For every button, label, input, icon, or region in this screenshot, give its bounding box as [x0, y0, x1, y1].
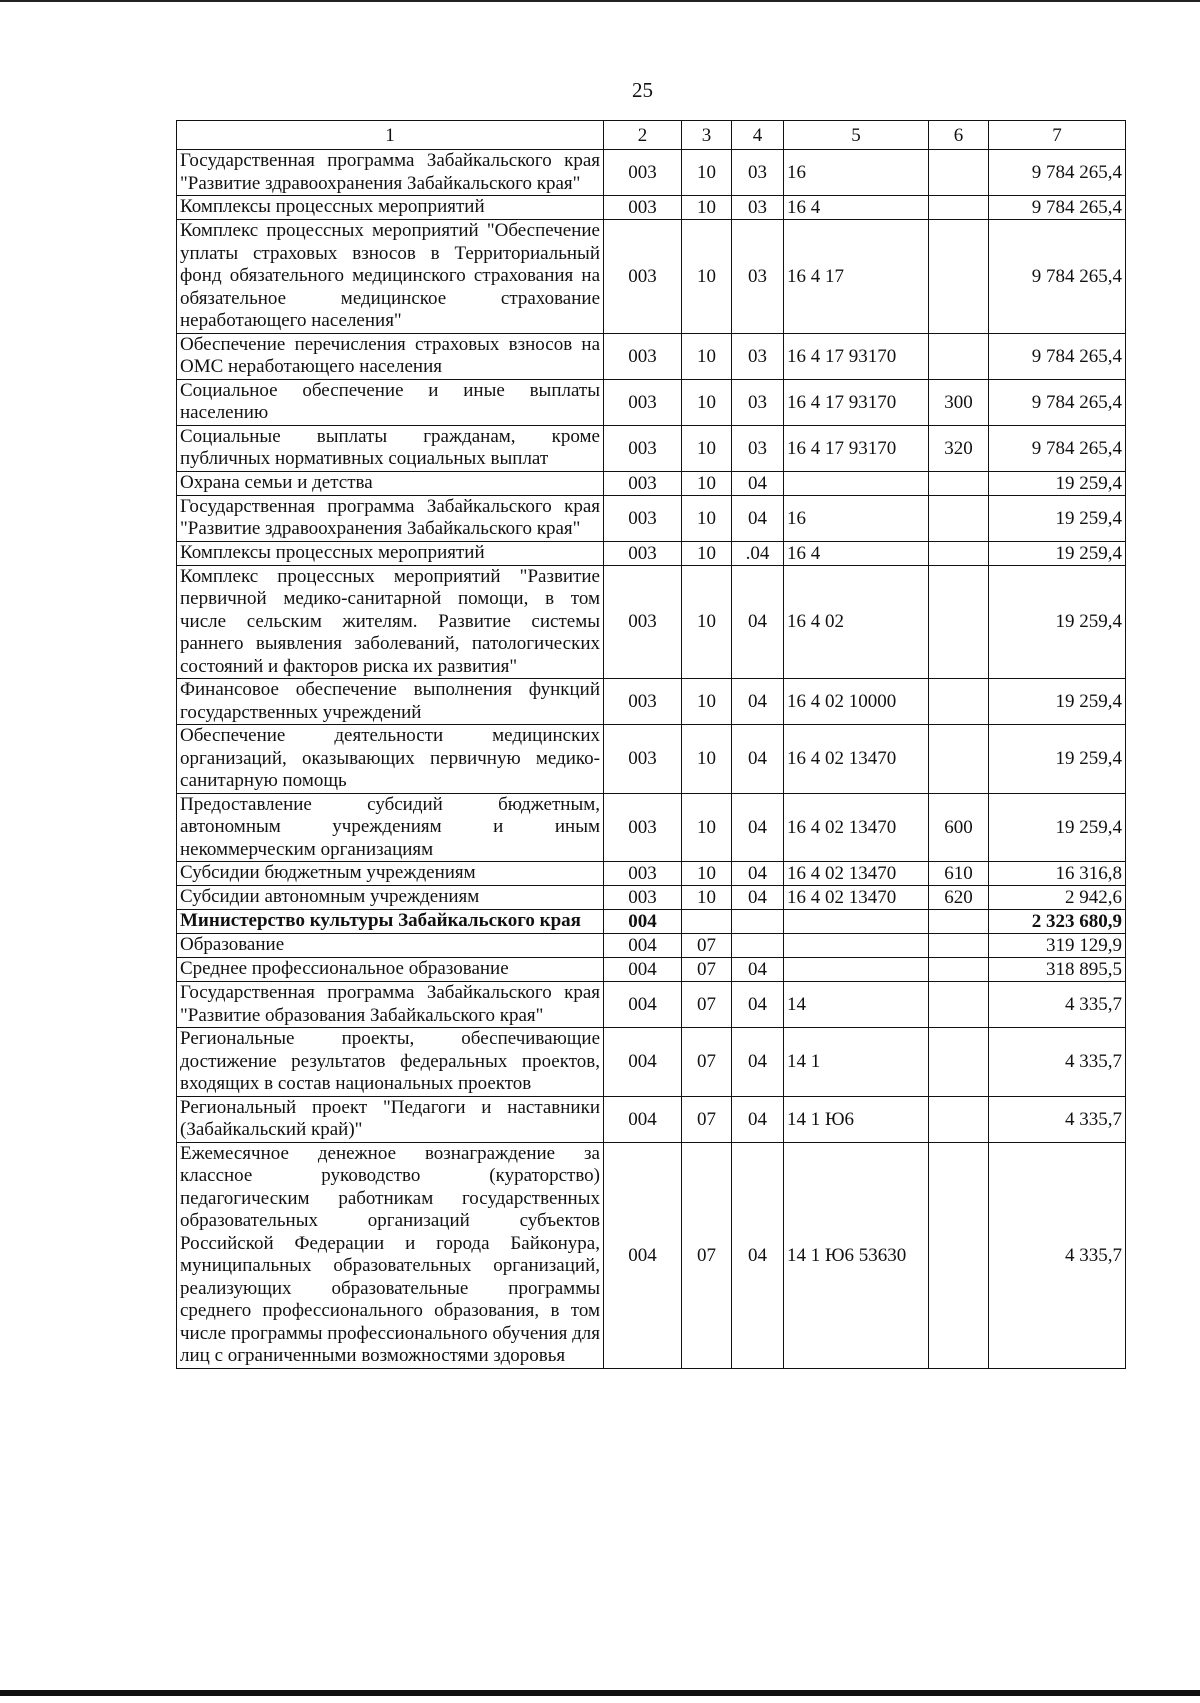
table-row [177, 1142, 1126, 1368]
row-ministry-code-cell: 003 [604, 679, 682, 725]
column-header: 7 [989, 121, 1126, 150]
row-subsection-cell: 03 [732, 196, 784, 220]
row-ministry-code-cell: 004 [604, 934, 682, 958]
row-expense-type-cell [929, 1142, 989, 1368]
row-expense-type-cell [929, 725, 989, 794]
row-amount-cell: 19 259,4 [989, 725, 1126, 794]
row-ministry-code-cell: 004 [604, 1096, 682, 1142]
row-name-cell: Государственная программа Забайкальского края "Развитие здравоохранения Забайкальского края" [177, 150, 604, 196]
row-amount-cell: 9 784 265,4 [989, 425, 1126, 471]
table-row [177, 1096, 1126, 1142]
row-target-article-cell: 16 4 17 93170 [784, 379, 929, 425]
row-subsection-cell: 04 [732, 495, 784, 541]
row-subsection-cell: 04 [732, 982, 784, 1028]
row-section-cell: 10 [682, 541, 732, 565]
row-target-article-cell: 16 4 02 13470 [784, 793, 929, 862]
row-ministry-code-cell: 004 [604, 910, 682, 934]
row-name-cell: Министерство культуры Забайкальского края [177, 910, 604, 934]
table-row [177, 495, 1126, 541]
row-section-cell: 07 [682, 1142, 732, 1368]
row-name-cell: Обеспечение деятельности медицинских организаций, оказывающих первичную медико-санитарную помощь [177, 725, 604, 794]
row-subsection-cell: 04 [732, 725, 784, 794]
row-target-article-cell: 16 4 17 93170 [784, 333, 929, 379]
row-target-article-cell [784, 934, 929, 958]
row-subsection-cell: 03 [732, 425, 784, 471]
row-subsection-cell: 03 [732, 333, 784, 379]
row-subsection-cell: 04 [732, 886, 784, 910]
row-target-article-cell: 16 4 [784, 541, 929, 565]
row-ministry-code-cell: 003 [604, 333, 682, 379]
column-header: 5 [784, 121, 929, 150]
row-name-cell: Социальное обеспечение и иные выплаты населению [177, 379, 604, 425]
table-row [177, 150, 1126, 196]
row-subsection-cell: 04 [732, 862, 784, 886]
row-amount-cell: 9 784 265,4 [989, 333, 1126, 379]
row-section-cell: 10 [682, 150, 732, 196]
row-section-cell: 10 [682, 679, 732, 725]
row-ministry-code-cell: 003 [604, 196, 682, 220]
row-expense-type-cell [929, 495, 989, 541]
row-amount-cell: 2 323 680,9 [989, 910, 1126, 934]
row-subsection-cell: 04 [732, 1142, 784, 1368]
row-amount-cell: 318 895,5 [989, 958, 1126, 982]
row-ministry-code-cell: 003 [604, 565, 682, 679]
top-edge-rule [0, 0, 1200, 2]
table-row [177, 982, 1126, 1028]
row-expense-type-cell: 600 [929, 793, 989, 862]
row-name-cell: Субсидии бюджетным учреждениям [177, 862, 604, 886]
row-section-cell: 07 [682, 1096, 732, 1142]
row-name-cell: Комплекс процессных мероприятий "Развитие первичной медико-санитарной помощи, в том числе сельским жителям. Развитие системы раннего выявления заболеваний, патологических состояний и факторов риска их развития" [177, 565, 604, 679]
row-target-article-cell [784, 910, 929, 934]
row-amount-cell: 9 784 265,4 [989, 196, 1126, 220]
row-name-cell: Ежемесячное денежное вознаграждение за классное руководство (кураторство) педагогическим работникам государственных образовательных организаций субъектов Российской Федерации и города Байконура, муниципальных образовательных организаций, реализующих образовательные программы среднего профессионального образования, в том числе программы профессионального обучения для лиц с ограниченными возможностями здоровья [177, 1142, 604, 1368]
row-amount-cell: 19 259,4 [989, 471, 1126, 495]
row-section-cell: 07 [682, 1028, 732, 1097]
row-expense-type-cell: 320 [929, 425, 989, 471]
row-name-cell: Комплексы процессных мероприятий [177, 541, 604, 565]
column-header: 1 [177, 121, 604, 150]
row-amount-cell: 4 335,7 [989, 1096, 1126, 1142]
table-row [177, 541, 1126, 565]
row-name-cell: Обеспечение перечисления страховых взносов на ОМС неработающего населения [177, 333, 604, 379]
row-section-cell: 10 [682, 565, 732, 679]
row-amount-cell: 9 784 265,4 [989, 220, 1126, 334]
row-ministry-code-cell: 003 [604, 541, 682, 565]
row-target-article-cell: 16 4 02 13470 [784, 886, 929, 910]
row-target-article-cell: 16 4 02 [784, 565, 929, 679]
row-expense-type-cell: 620 [929, 886, 989, 910]
row-amount-cell: 9 784 265,4 [989, 150, 1126, 196]
row-ministry-code-cell: 003 [604, 150, 682, 196]
row-expense-type-cell [929, 910, 989, 934]
row-section-cell: 10 [682, 862, 732, 886]
row-expense-type-cell [929, 1028, 989, 1097]
row-target-article-cell: 16 4 02 13470 [784, 725, 929, 794]
row-ministry-code-cell: 004 [604, 1142, 682, 1368]
column-header: 2 [604, 121, 682, 150]
row-amount-cell: 9 784 265,4 [989, 379, 1126, 425]
table-row [177, 910, 1126, 934]
row-subsection-cell: 03 [732, 150, 784, 196]
table-header-row [177, 121, 1126, 150]
row-subsection-cell: .04 [732, 541, 784, 565]
table-row [177, 196, 1126, 220]
row-subsection-cell: 04 [732, 958, 784, 982]
row-ministry-code-cell: 003 [604, 471, 682, 495]
budget-table [176, 120, 1126, 1369]
column-header: 3 [682, 121, 732, 150]
row-name-cell: Предоставление субсидий бюджетным, автономным учреждениям и иным некоммерческим организациям [177, 793, 604, 862]
row-amount-cell: 19 259,4 [989, 679, 1126, 725]
table-row [177, 565, 1126, 679]
row-section-cell: 10 [682, 333, 732, 379]
row-subsection-cell: 04 [732, 1028, 784, 1097]
row-amount-cell: 16 316,8 [989, 862, 1126, 886]
page-number: 25 [632, 78, 653, 102]
row-expense-type-cell [929, 679, 989, 725]
row-name-cell: Региональные проекты, обеспечивающие достижение результатов федеральных проектов, входящих в состав национальных проектов [177, 1028, 604, 1097]
row-amount-cell: 4 335,7 [989, 1028, 1126, 1097]
row-amount-cell: 319 129,9 [989, 934, 1126, 958]
row-expense-type-cell: 610 [929, 862, 989, 886]
table-row [177, 679, 1126, 725]
row-expense-type-cell [929, 333, 989, 379]
row-ministry-code-cell: 003 [604, 886, 682, 910]
bottom-edge-rule [0, 1690, 1200, 1696]
table-row [177, 220, 1126, 334]
row-amount-cell: 19 259,4 [989, 495, 1126, 541]
row-amount-cell: 4 335,7 [989, 982, 1126, 1028]
row-amount-cell: 4 335,7 [989, 1142, 1126, 1368]
row-expense-type-cell [929, 471, 989, 495]
table-row [177, 425, 1126, 471]
row-section-cell: 07 [682, 934, 732, 958]
row-ministry-code-cell: 004 [604, 982, 682, 1028]
row-expense-type-cell [929, 982, 989, 1028]
table-row [177, 862, 1126, 886]
row-section-cell: 10 [682, 793, 732, 862]
row-name-cell: Среднее профессиональное образование [177, 958, 604, 982]
row-section-cell: 10 [682, 886, 732, 910]
row-target-article-cell: 14 1 Ю6 [784, 1096, 929, 1142]
row-name-cell: Образование [177, 934, 604, 958]
row-section-cell: 10 [682, 196, 732, 220]
row-name-cell: Финансовое обеспечение выполнения функций государственных учреждений [177, 679, 604, 725]
row-subsection-cell: 04 [732, 679, 784, 725]
row-expense-type-cell [929, 541, 989, 565]
row-section-cell [682, 910, 732, 934]
row-section-cell: 07 [682, 982, 732, 1028]
table-row [177, 471, 1126, 495]
row-name-cell: Комплекс процессных мероприятий "Обеспечение уплаты страховых взносов в Территориальный фонд обязательного медицинского страхования на обязательное медицинское страхование неработающего населения" [177, 220, 604, 334]
table-row [177, 725, 1126, 794]
row-section-cell: 10 [682, 379, 732, 425]
row-section-cell: 10 [682, 495, 732, 541]
row-subsection-cell: 04 [732, 471, 784, 495]
row-expense-type-cell [929, 220, 989, 334]
row-target-article-cell: 16 [784, 495, 929, 541]
column-header: 6 [929, 121, 989, 150]
row-expense-type-cell [929, 934, 989, 958]
row-expense-type-cell [929, 958, 989, 982]
row-target-article-cell: 16 4 [784, 196, 929, 220]
row-section-cell: 07 [682, 958, 732, 982]
row-subsection-cell [732, 910, 784, 934]
row-target-article-cell: 14 1 [784, 1028, 929, 1097]
row-target-article-cell: 16 4 17 93170 [784, 425, 929, 471]
row-name-cell: Государственная программа Забайкальского края "Развитие здравоохранения Забайкальского края" [177, 495, 604, 541]
table-row [177, 333, 1126, 379]
row-ministry-code-cell: 003 [604, 725, 682, 794]
row-target-article-cell: 16 4 02 10000 [784, 679, 929, 725]
row-name-cell: Государственная программа Забайкальского края "Развитие образования Забайкальского края" [177, 982, 604, 1028]
row-section-cell: 10 [682, 725, 732, 794]
row-ministry-code-cell: 003 [604, 793, 682, 862]
column-header: 4 [732, 121, 784, 150]
row-ministry-code-cell: 003 [604, 862, 682, 886]
row-section-cell: 10 [682, 425, 732, 471]
table-row [177, 793, 1126, 862]
row-target-article-cell: 16 4 02 13470 [784, 862, 929, 886]
row-amount-cell: 19 259,4 [989, 565, 1126, 679]
row-target-article-cell: 16 4 17 [784, 220, 929, 334]
row-expense-type-cell [929, 196, 989, 220]
row-subsection-cell: 03 [732, 220, 784, 334]
row-expense-type-cell [929, 565, 989, 679]
row-name-cell: Комплексы процессных мероприятий [177, 196, 604, 220]
row-subsection-cell [732, 934, 784, 958]
row-name-cell: Охрана семьи и детства [177, 471, 604, 495]
row-expense-type-cell: 300 [929, 379, 989, 425]
row-name-cell: Субсидии автономным учреждениям [177, 886, 604, 910]
row-ministry-code-cell: 003 [604, 425, 682, 471]
row-ministry-code-cell: 004 [604, 958, 682, 982]
table-row [177, 1028, 1126, 1097]
row-name-cell: Социальные выплаты гражданам, кроме публичных нормативных социальных выплат [177, 425, 604, 471]
row-ministry-code-cell: 003 [604, 495, 682, 541]
row-amount-cell: 19 259,4 [989, 793, 1126, 862]
row-target-article-cell: 16 [784, 150, 929, 196]
row-target-article-cell: 14 1 Ю6 53630 [784, 1142, 929, 1368]
row-ministry-code-cell: 003 [604, 379, 682, 425]
row-subsection-cell: 04 [732, 565, 784, 679]
table-row [177, 958, 1126, 982]
row-subsection-cell: 03 [732, 379, 784, 425]
row-target-article-cell [784, 471, 929, 495]
row-amount-cell: 19 259,4 [989, 541, 1126, 565]
row-subsection-cell: 04 [732, 793, 784, 862]
row-target-article-cell: 14 [784, 982, 929, 1028]
table-row [177, 934, 1126, 958]
row-subsection-cell: 04 [732, 1096, 784, 1142]
table-row [177, 886, 1126, 910]
row-target-article-cell [784, 958, 929, 982]
row-expense-type-cell [929, 150, 989, 196]
table-row [177, 379, 1126, 425]
row-name-cell: Региональный проект "Педагоги и наставники (Забайкальский край)" [177, 1096, 604, 1142]
row-amount-cell: 2 942,6 [989, 886, 1126, 910]
row-ministry-code-cell: 004 [604, 1028, 682, 1097]
row-section-cell: 10 [682, 220, 732, 334]
row-section-cell: 10 [682, 471, 732, 495]
row-expense-type-cell [929, 1096, 989, 1142]
row-ministry-code-cell: 003 [604, 220, 682, 334]
